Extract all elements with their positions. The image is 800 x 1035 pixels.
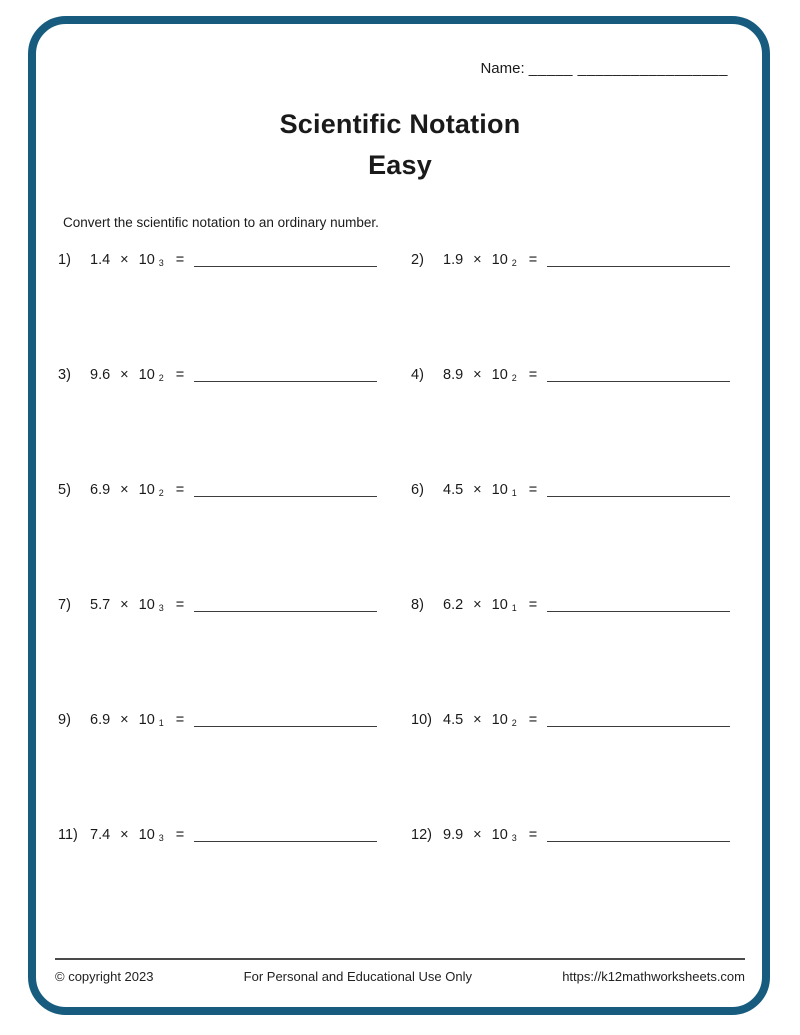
problem-item [58,591,377,613]
problem-base: 10 [138,367,155,383]
multiplication-sign: × [120,252,129,268]
problem-coefficient: 4.5 [443,482,464,498]
problem-exponent: 2 [511,718,517,728]
problem-number: 2) [411,252,424,268]
answer-blank [194,825,377,842]
problem-number: 9) [58,712,71,728]
multiplication-sign: × [473,712,482,728]
problem-number: 3) [58,367,71,383]
problem-coefficient: 4.5 [443,712,464,728]
multiplication-sign: × [473,827,482,843]
problem-base: 10 [491,252,508,268]
problem-exponent: 2 [158,373,164,383]
title-line-1: Scientific Notation [279,109,521,139]
problem-exponent: 3 [158,258,164,268]
footer-usage-note: For Personal and Educational Use Only [243,969,473,984]
problem-base: 10 [491,712,508,728]
problem-base: 10 [491,597,508,613]
problem-exponent: 3 [158,833,164,843]
problem-base: 10 [491,827,508,843]
problem-exponent: 1 [511,488,517,498]
problem-coefficient: 5.7 [90,597,111,613]
answer-blank [194,365,377,382]
answer-blank [547,595,730,612]
problem-exponent: 2 [511,373,517,383]
problem-base: 10 [491,482,508,498]
multiplication-sign: × [473,597,482,613]
equals-sign: = [528,827,538,843]
multiplication-sign: × [120,712,129,728]
instruction-text: Convert the scientific notation to an ordinary number. [63,215,379,230]
problem-number: 5) [58,482,71,498]
problem-number: 11) [58,827,78,843]
problem-item [411,821,730,843]
answer-blank [547,825,730,842]
problem-item [58,361,377,383]
multiplication-sign: × [473,482,482,498]
problem-coefficient: 1.4 [90,252,111,268]
footer-url: https://k12mathworksheets.com [562,969,745,984]
problem-base: 10 [138,712,155,728]
equals-sign: = [175,712,185,728]
problem-item [58,246,377,268]
footer-copyright: © copyright 2023 [55,969,154,984]
problem-item [411,361,730,383]
answer-blank [547,710,730,727]
equals-sign: = [175,597,185,613]
problem-exponent: 1 [158,718,164,728]
problem-number: 1) [58,252,71,268]
problem-coefficient: 6.9 [90,482,111,498]
problem-base: 10 [138,252,155,268]
problem-item [58,821,377,843]
equals-sign: = [175,827,185,843]
problem-coefficient: 1.9 [443,252,464,268]
problem-number: 4) [411,367,424,383]
equals-sign: = [528,367,538,383]
answer-blank [547,480,730,497]
problem-exponent: 3 [158,603,164,613]
problem-exponent: 2 [158,488,164,498]
problem-item [58,706,377,728]
worksheet-title [0,104,800,186]
equals-sign: = [528,252,538,268]
equals-sign: = [175,252,185,268]
multiplication-sign: × [473,252,482,268]
problems-grid [58,246,730,936]
footer [55,958,745,984]
problem-base: 10 [138,827,155,843]
name-blank-line: _____ _________________ [528,60,728,77]
problem-item [411,706,730,728]
multiplication-sign: × [120,597,129,613]
answer-blank [194,480,377,497]
problem-item [58,476,377,498]
answer-blank [194,595,377,612]
problem-exponent: 2 [511,258,517,268]
problem-exponent: 3 [511,833,517,843]
problem-item [411,476,730,498]
problem-exponent: 1 [511,603,517,613]
problem-base: 10 [491,367,508,383]
problem-number: 6) [411,482,424,498]
problem-base: 10 [138,482,155,498]
equals-sign: = [175,482,185,498]
multiplication-sign: × [120,827,129,843]
multiplication-sign: × [473,367,482,383]
problem-number: 12) [411,827,432,843]
equals-sign: = [528,482,538,498]
problem-coefficient: 9.6 [90,367,111,383]
name-row [480,60,728,77]
problem-number: 7) [58,597,71,613]
answer-blank [194,710,377,727]
problem-coefficient: 9.9 [443,827,464,843]
problem-coefficient: 7.4 [90,827,111,843]
problem-base: 10 [138,597,155,613]
equals-sign: = [528,712,538,728]
multiplication-sign: × [120,482,129,498]
title-line-2: Easy [368,150,432,180]
problem-number: 8) [411,597,424,613]
multiplication-sign: × [120,367,129,383]
problem-coefficient: 6.2 [443,597,464,613]
problem-number: 10) [411,712,432,728]
problem-coefficient: 6.9 [90,712,111,728]
equals-sign: = [175,367,185,383]
equals-sign: = [528,597,538,613]
problem-item [411,246,730,268]
name-label: Name: [480,60,525,77]
answer-blank [547,365,730,382]
answer-blank [194,250,377,267]
answer-blank [547,250,730,267]
problem-coefficient: 8.9 [443,367,464,383]
problem-item [411,591,730,613]
